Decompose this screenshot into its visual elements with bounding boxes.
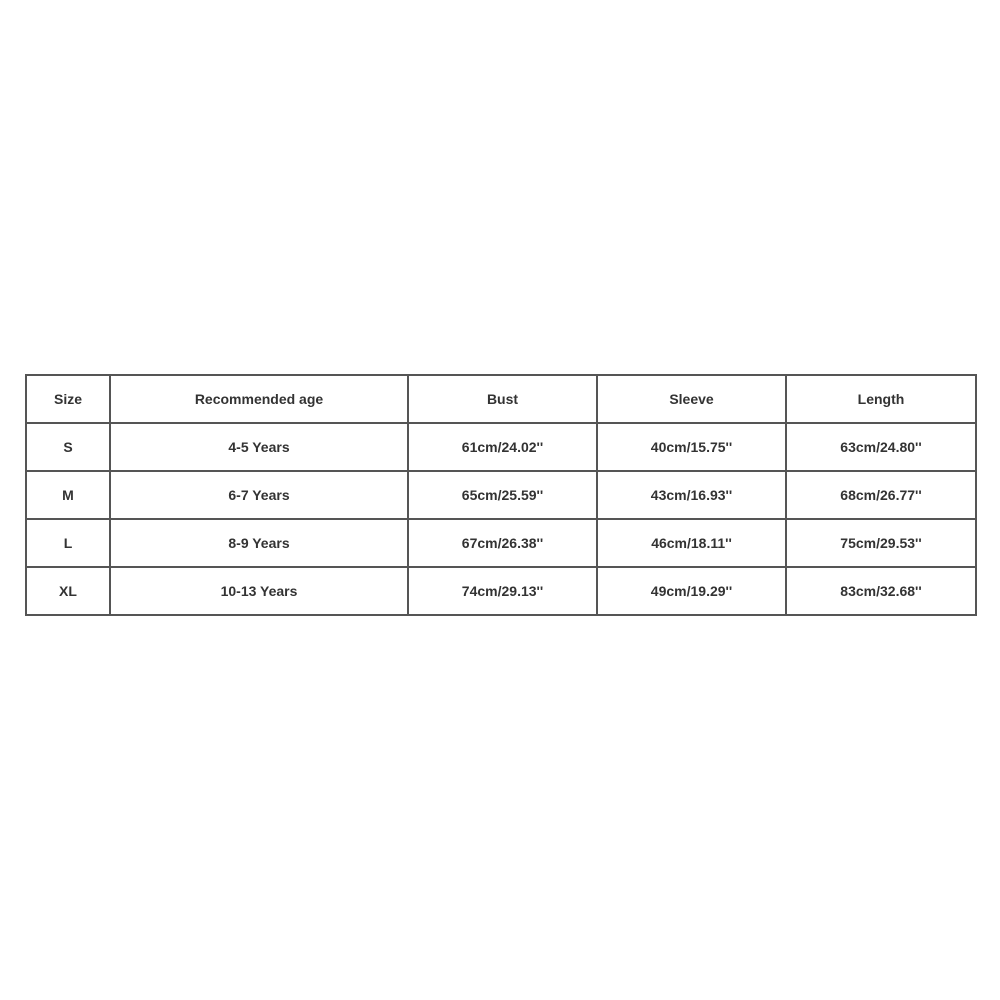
cell-length: 83cm/32.68'' — [786, 567, 976, 615]
cell-size: S — [26, 423, 110, 471]
cell-recommended-age: 10-13 Years — [110, 567, 408, 615]
cell-length: 63cm/24.80'' — [786, 423, 976, 471]
cell-sleeve: 49cm/19.29'' — [597, 567, 786, 615]
size-chart-table — [25, 374, 977, 616]
cell-sleeve: 46cm/18.11'' — [597, 519, 786, 567]
cell-bust: 61cm/24.02'' — [408, 423, 597, 471]
cell-sleeve: 40cm/15.75'' — [597, 423, 786, 471]
table-row — [26, 519, 976, 567]
header-length: Length — [786, 375, 976, 423]
header-bust: Bust — [408, 375, 597, 423]
cell-size: M — [26, 471, 110, 519]
cell-length: 68cm/26.77'' — [786, 471, 976, 519]
header-size: Size — [26, 375, 110, 423]
header-recommended-age: Recommended age — [110, 375, 408, 423]
table-row — [26, 423, 976, 471]
cell-recommended-age: 6-7 Years — [110, 471, 408, 519]
table-row — [26, 567, 976, 615]
cell-length: 75cm/29.53'' — [786, 519, 976, 567]
table-row — [26, 471, 976, 519]
cell-bust: 74cm/29.13'' — [408, 567, 597, 615]
cell-sleeve: 43cm/16.93'' — [597, 471, 786, 519]
header-sleeve: Sleeve — [597, 375, 786, 423]
cell-size: XL — [26, 567, 110, 615]
cell-recommended-age: 4-5 Years — [110, 423, 408, 471]
cell-bust: 65cm/25.59'' — [408, 471, 597, 519]
cell-recommended-age: 8-9 Years — [110, 519, 408, 567]
table-header-row — [26, 375, 976, 423]
cell-bust: 67cm/26.38'' — [408, 519, 597, 567]
cell-size: L — [26, 519, 110, 567]
